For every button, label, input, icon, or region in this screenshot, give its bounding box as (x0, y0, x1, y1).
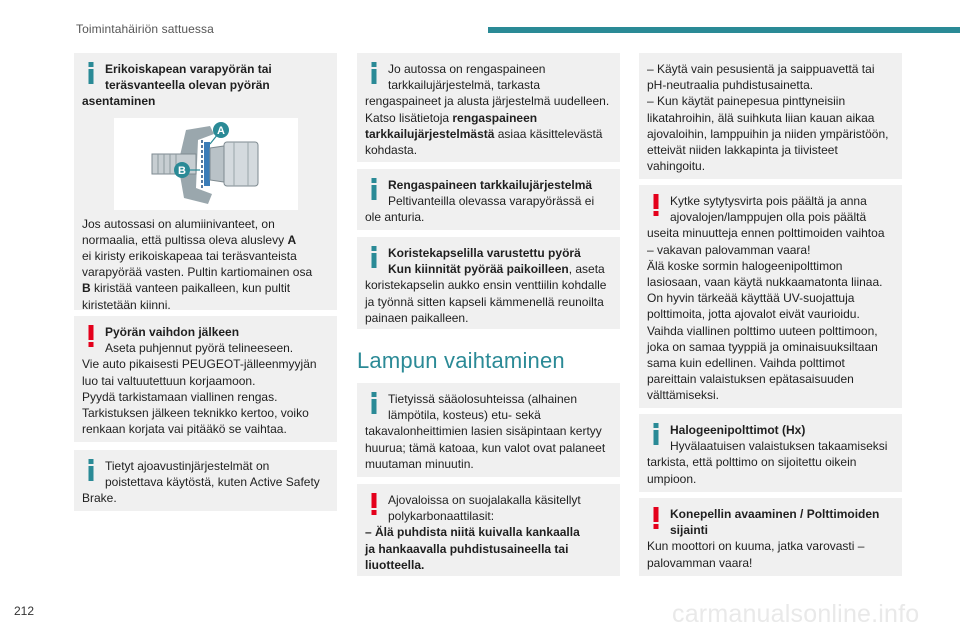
note-tyre-pressure-system (357, 169, 620, 230)
note-title: asentaminen (82, 94, 156, 109)
note-text: – Älä puhdista niitä kuivalla kankaalla (365, 525, 580, 540)
note-text: useita minuutteja ennen polttimoiden vaihtoa (647, 226, 885, 241)
note-text: renkaan korjata vai pitääkö se vaihtaa. (82, 422, 287, 437)
note-text: ajovalojen/lamppujen olla pois päältä (670, 210, 867, 225)
note-title: Halogeenipolttimot (Hx) (670, 423, 806, 437)
note-text: umpioon. (647, 471, 697, 486)
info-icon (368, 392, 380, 414)
note-text: Hyvälaatuisen valaistuksen takaamiseksi (670, 439, 888, 454)
note-hub-cap (357, 237, 620, 329)
note-text: Pyydä tarkistamaan viallinen rengas. (82, 389, 278, 404)
note-text: Katso lisätietoja rengaspaineen (365, 110, 538, 125)
header-accent-bar (488, 27, 960, 33)
info-icon (85, 62, 97, 84)
note-tyre-pressure-reset (357, 53, 620, 162)
note-text: välttämiseksi. (647, 388, 720, 403)
note-text: ole anturia. (365, 210, 425, 225)
note-condensation (357, 383, 620, 477)
section-heading: Lampun vaihtaminen (357, 348, 565, 373)
note-title: Erikoiskapean varapyörän tai (105, 62, 272, 76)
note-text: sama kuin edellinen. Vaihda polttimot (647, 356, 845, 371)
note-title: sijainti (670, 523, 709, 538)
note-text: rengaspaineet ja alusta järjestelmä uudelleen. (365, 94, 610, 109)
note-text: On hyvin tärkeää käyttää UV-suojattuja (647, 291, 855, 306)
note-text: Kun kiinnität pyörää paikoilleen, aseta (388, 262, 605, 277)
note-text: – vakavan palovamman vaara! (647, 242, 811, 257)
note-text: – Käytä vain pesusientä ja saippuavettä tai (647, 62, 875, 76)
note-title: teräsvanteella olevan pyörän (105, 78, 270, 93)
page-header-title: Toimintahäiriön sattuessa (76, 22, 214, 36)
note-text: etteivät niiden lakkapinta ja tiivisteet (647, 143, 838, 158)
note-text: Jo autossa on rengaspaineen (388, 62, 546, 76)
info-icon (368, 178, 380, 200)
note-text: varapyörää vasten. Pultin kartiomainen osa (82, 265, 313, 280)
note-text: liuotteella. (365, 557, 425, 572)
note-text: ja työnnä sitten kapseli kämmenellä reunoilta (365, 294, 604, 309)
note-text: vahingoitu. (647, 159, 706, 174)
info-icon (368, 246, 380, 268)
note-driving-aids (74, 450, 337, 511)
wheel-bolt-icon (114, 118, 298, 210)
warning-icon (85, 325, 97, 347)
note-halogen-bulbs (639, 414, 902, 492)
note-text: lasiosaan, vaan käytä nukkaamatonta liinaa. (647, 275, 883, 290)
note-title: Konepellin avaaminen / Polttimoiden (670, 507, 880, 521)
note-text: painaen paikalleen. (365, 310, 469, 325)
note-text: polykarbonaattilasit: (388, 509, 495, 524)
note-text: palovamman vaara! (647, 555, 753, 570)
note-text: Aseta puhjennut pyörä telineeseen. (105, 341, 294, 356)
callout-b: B (178, 164, 186, 177)
warning-polycarbonate (357, 484, 620, 576)
callout-a: A (217, 124, 225, 137)
note-text: poistettava käytöstä, kuten Active Safety (105, 475, 320, 490)
warning-icon (650, 507, 662, 529)
warning-after-wheel-change (74, 316, 337, 442)
warning-icon (650, 194, 662, 216)
note-title: Koristekapselilla varustettu pyörä (388, 246, 581, 260)
note-text: kiristetään kiinni. (82, 297, 171, 312)
warning-bulb-replacement (639, 185, 902, 408)
note-text: kohdasta. (365, 143, 418, 158)
note-title: Pyörän vaihdon jälkeen (105, 325, 240, 339)
note-text: Ajovaloissa on suojalakalla käsitellyt (388, 493, 581, 507)
page-number: 212 (14, 604, 35, 618)
info-icon (368, 62, 380, 84)
note-text: lämpötila, kosteus) etu- sekä (388, 408, 541, 423)
note-text: tarkkailujärjestelmästä asiaa käsittelevästä (365, 126, 603, 141)
note-text: tarkkailujärjestelmä, tarkasta (388, 78, 541, 93)
note-title: Rengaspaineen tarkkailujärjestelmä (388, 178, 593, 192)
note-text: Kun moottori on kuuma, jatka varovasti – (647, 539, 865, 554)
note-text: polttimoita, jotta ajovalot eivät vaurioidu. (647, 307, 860, 322)
note-text: koristekapselin aukko ensin venttiilin kohdalle (365, 278, 607, 293)
note-text: Brake. (82, 491, 117, 506)
note-text: Jos autossasi on alumiinivanteet, on (82, 216, 275, 231)
note-cleaning (639, 53, 902, 179)
note-spare-wheel (74, 53, 337, 310)
info-icon (85, 459, 97, 481)
note-text: normaalia, että pultissa oleva aluslevy A (82, 232, 297, 247)
note-text: joka on samaa tyyppiä ja ominaisuuksiltaan (647, 339, 878, 354)
note-text: muutaman minuutin. (365, 456, 474, 471)
note-text: Vaihda viallinen polttimo uuteen polttimoon, (647, 323, 878, 338)
warning-icon (368, 493, 380, 515)
note-text: likatahroihin, älä suihkuta liian kauan aikaa (647, 110, 875, 125)
note-text: ei kiristy erikoiskapeaa tai teräsvanteista (82, 249, 297, 264)
info-icon (650, 423, 662, 445)
warning-bonnet-opening (639, 498, 902, 576)
note-text: – Kun käytät painepesua pinttyneisiin (647, 94, 846, 109)
note-text: Peltivanteilla olevassa varapyörässä ei (388, 194, 595, 209)
note-text: pareittain valaistuksen epätasaisuuden (647, 372, 854, 387)
note-text: Tarkistuksen jälkeen teknikko kertoo, voiko (82, 406, 309, 421)
note-text: ja hankaavalla puhdistusaineella tai (365, 541, 569, 556)
note-text: pH-neutraalia puhdistusainetta. (647, 78, 814, 93)
note-text: luo tai valtuutettuun korjaamoon. (82, 373, 256, 388)
watermark: carmanualsonline.info (672, 600, 920, 628)
note-text: Kytke sytytysvirta pois päältä ja anna (670, 194, 867, 208)
note-text: Vie auto pikaisesti PEUGEOT-jälleenmyyjän (82, 357, 317, 372)
note-text: huurua; tämä katoaa, kun valot ovat palaneet (365, 440, 606, 455)
note-text: Tietyt ajoavustinjärjestelmät on (105, 459, 270, 473)
note-text: ajovaloihin, lamppuihin ja niiden ympäristöön, (647, 126, 889, 141)
note-text: Tietyissä sääolosuhteissa (alhainen (388, 392, 577, 406)
note-text: takavalonheittimien lasien sisäpintaan kertyy (365, 424, 602, 439)
note-text: Älä koske sormin halogeenipolttimon (647, 258, 843, 273)
note-text: tarkista, että polttimo on sijoitettu oikein (647, 455, 857, 470)
note-text: B kiristää vanteen paikalleen, kun pultit (82, 281, 291, 296)
